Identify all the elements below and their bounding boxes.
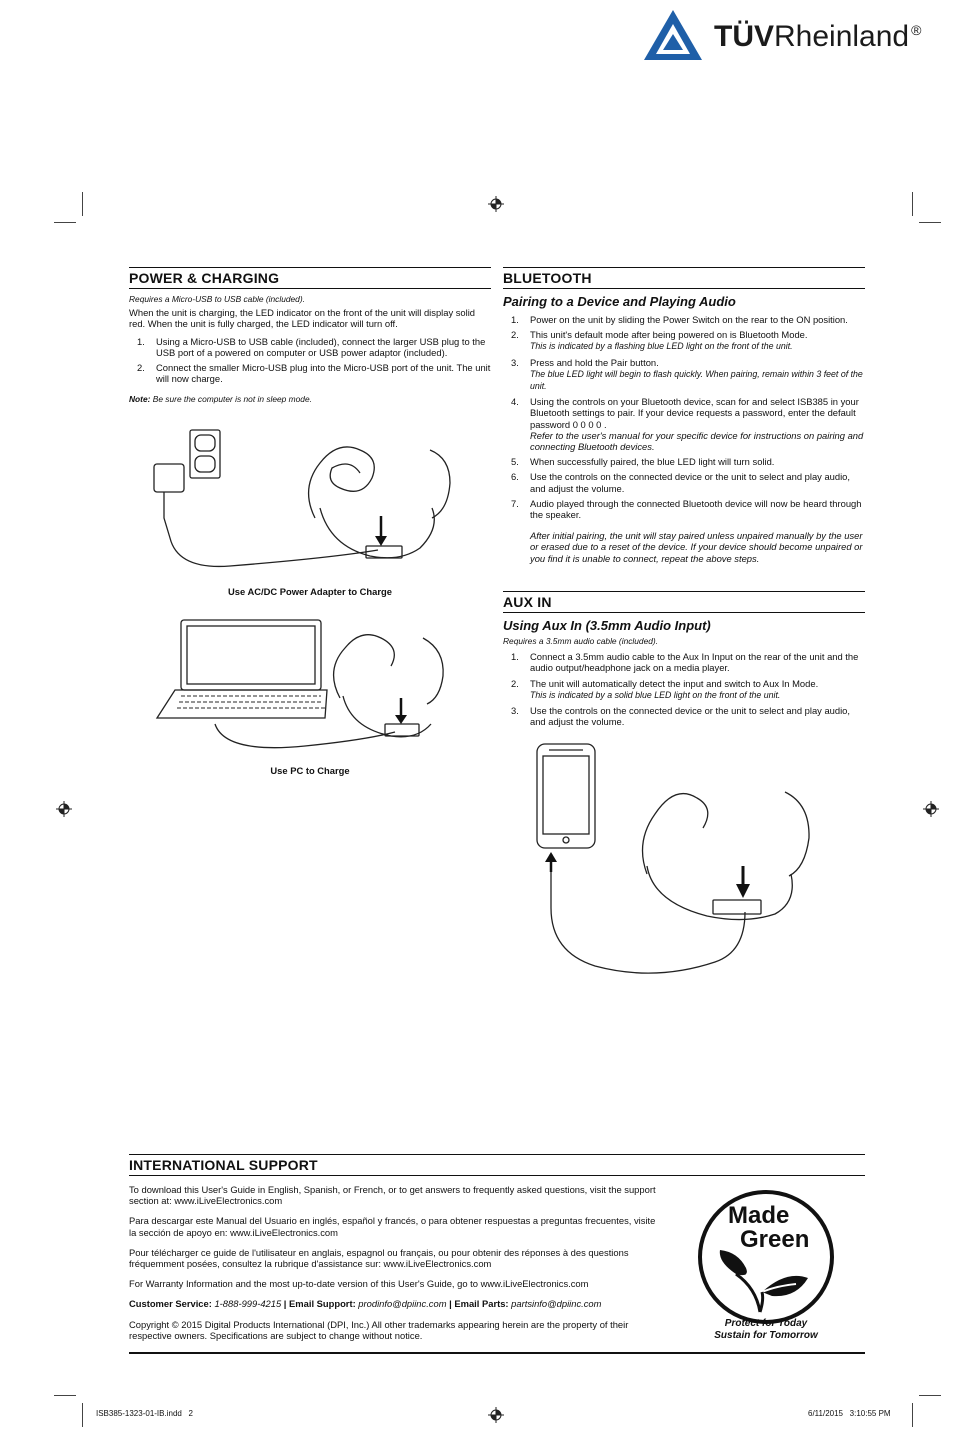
trim-mark (82, 1403, 83, 1427)
intro-text: When the unit is charging, the LED indicator on the front of the unit will display solid red. When the unit is fully charged, the LED indicator will turn off. (129, 307, 476, 330)
email-support-label: Email Support: (289, 1298, 356, 1310)
step-text: Using the controls on your Bluetooth device, scan for and select ISB385 in your Bluetooth settings to pair. If your device requests a password, enter the default password 0 0 0 0 . (530, 396, 859, 430)
customer-service-label: Customer Service: (129, 1298, 212, 1310)
leaf-icon (716, 1248, 810, 1314)
trim-mark (54, 1395, 76, 1396)
step-item: 2. This unit's default mode after being powered on is Bluetooth Mode. This is indicated by a flashing blue LED light on the front of the unit. (511, 329, 808, 352)
step-item: 3. Press and hold the Pair button. The blue LED light will begin to flash quickly. When pairing, remain within 3 feet of the unit. (511, 356, 863, 392)
step-item: 1. Connect a 3.5mm audio cable to the Aux In Input on the rear of the unit and the audio output/headphone jack on a media player. (511, 651, 859, 674)
tuv-logo (642, 8, 952, 66)
date-slug: 6/11/2015 3:10:55 PM (808, 1409, 891, 1418)
aux-section (503, 591, 865, 731)
trim-mark (912, 192, 913, 216)
steps-list (503, 314, 865, 520)
step-text: Audio played through the connected Bluetooth device will now be heard through the speaker. (530, 497, 862, 521)
ac-charging-illustration (150, 428, 470, 578)
step-note: This is indicated by a flashing blue LED light on the front of the unit. (530, 341, 793, 352)
trim-mark (919, 222, 941, 223)
email-parts-link[interactable]: partsinfo@dpiinc.com (508, 1298, 602, 1310)
email-support-link[interactable]: prodinfo@dpiinc.com (355, 1298, 450, 1310)
made-green-line1: Made (728, 1202, 790, 1229)
section-title: POWER & CHARGING (129, 267, 491, 289)
bluetooth-section (503, 267, 865, 564)
customer-service-phone: 1-888-999-4215 (211, 1298, 284, 1310)
made-green-tagline2: Sustain for Tomorrow (714, 1330, 818, 1341)
registration-mark-icon (923, 801, 939, 817)
step-item: 5. When successfully paired, the blue LED light will turn solid. (511, 456, 775, 468)
power-section (129, 267, 491, 406)
bottom-rule (129, 1352, 865, 1354)
illustration-caption: Use PC to Charge (270, 765, 350, 776)
separator: | (449, 1298, 452, 1310)
trim-mark (919, 1395, 941, 1396)
section-subtitle: Pairing to a Device and Playing Audio (503, 294, 736, 309)
step-text: This unit's default mode after being powered on is Bluetooth Mode. (530, 329, 808, 341)
trim-mark (54, 222, 76, 223)
step-item: 7. Audio played through the connected Bluetooth device will now be heard through the speaker. (511, 497, 862, 521)
trim-mark (912, 1403, 913, 1427)
step-text: When successfully paired, the blue LED light will turn solid. (530, 456, 775, 468)
email-parts-label: Email Parts: (454, 1298, 509, 1310)
step-text: Power on the unit by sliding the Power Switch on the rear to the ON position. (530, 314, 848, 325)
trim-mark (82, 192, 83, 216)
step-note: The blue LED light will begin to flash quickly. When pairing, remain within 3 feet of the unit. (530, 368, 863, 392)
section-title: AUX IN (503, 591, 865, 613)
pc-charging-illustration (155, 618, 470, 758)
after-pairing-note: After initial pairing, the unit will stay paired unless unpaired manually by the user or erased due to a reset of the device. If your device should become unpaired or you find it is unable to connect, repeat the above steps. (530, 530, 863, 564)
step-item: 3. Use the controls on the connected device or the unit to select and play audio, and adjust the volume. (511, 705, 850, 728)
section-title: BLUETOOTH (503, 267, 865, 289)
step-text: Using a Micro-USB to USB cable (included), connect the larger USB plug to the USB port of a powered on computer or USB power adaptor (included). (156, 335, 486, 358)
contact-line (129, 1298, 659, 1309)
section-title: INTERNATIONAL SUPPORT (129, 1154, 865, 1176)
step-item: 2. The unit will automatically detect the input and switch to Aux In Mode. This is indicated by a solid blue LED light on the front of the unit. (511, 677, 819, 700)
steps-list (129, 336, 491, 385)
file-slug: ISB385-1323-01-IB.indd 2 (96, 1409, 193, 1418)
separator: | (283, 1298, 287, 1310)
step-text: Connect the smaller Micro-USB plug into the Micro-USB port of the unit. The unit will now charge. (156, 362, 491, 385)
brand-name: Rheinland (774, 20, 910, 53)
support-text-en: To download this User's Guide in English, Spanish, or French, or to get answers to frequently asked questions, visit the support section at: www.iLiveElectronics.com (129, 1184, 656, 1207)
aux-connection-illustration (535, 742, 840, 977)
made-green-logo (698, 1190, 834, 1346)
support-text-fr: Pour télécharger ce guide de l'utilisateur en anglais, espagnol ou français, ou pour obtenir des réponses à des questions fréquemment posées, consultez la rubrique d'assistance sur: www.iLiveElectronics.com (129, 1246, 629, 1270)
made-green-tagline1: Protect for Today (724, 1318, 808, 1329)
step-item: 1. Using a Micro-USB to USB cable (included), connect the larger USB plug to the USB port of a powered on computer or USB power adaptor (included). (137, 335, 486, 358)
tuv-triangle-icon (642, 8, 704, 62)
note-text: Be sure the computer is not in sleep mode. (150, 394, 312, 405)
step-item: 6. Use the controls on the connected device or the unit to select and play audio, and adjust the volume. (511, 471, 850, 494)
note (129, 394, 491, 405)
step-note: Refer to the user's manual for your specific device for instructions on pairing and connecting Bluetooth devices. (530, 429, 864, 453)
step-item: 2. Connect the smaller Micro-USB plug into the Micro-USB port of the unit. The unit will now charge. (137, 362, 491, 385)
steps-list (503, 651, 865, 727)
step-note: This is indicated by a solid blue LED light on the front of the unit. (530, 689, 781, 700)
step-text: Press and hold the Pair button. (530, 356, 659, 368)
copyright-text: Copyright © 2015 Digital Products International (DPI, Inc.) All other trademarks appearing herein are the property of their respective owners. Specifications are subject to change without notice. (129, 1318, 629, 1341)
requirement-note: Requires a 3.5mm audio cable (included). (503, 636, 659, 646)
step-text: Connect a 3.5mm audio cable to the Aux In Input on the rear of the unit and the audio output/headphone jack on a media player. (530, 651, 859, 674)
step-item: 1. Power on the unit by sliding the Power Switch on the rear to the ON position. (511, 314, 848, 325)
requirement-note: Requires a Micro-USB to USB cable (included). (129, 294, 305, 304)
warranty-text: For Warranty Information and the most up-to-date version of this User's Guide, go to www.iLiveElectronics.com (129, 1278, 589, 1290)
registration-mark-icon (56, 801, 72, 817)
step-text: Use the controls on the connected device or the unit to select and play audio, and adjust the volume. (530, 471, 850, 494)
registration-mark-icon (488, 1407, 504, 1423)
registration-mark-icon (488, 196, 504, 212)
section-subtitle: Using Aux In (3.5mm Audio Input) (503, 618, 711, 633)
note-label: Note: (129, 394, 151, 405)
made-green-line2: Green (740, 1226, 810, 1253)
illustration-caption: Use AC/DC Power Adapter to Charge (228, 586, 392, 597)
brand-registered: ® (911, 22, 922, 38)
brand-name-bold: TÜV (714, 20, 774, 53)
support-text-es: Para descargar este Manual del Usuario en inglés, español y francés, o para obtener respuestas a preguntas frecuentes, visite la sección de apoyo en: www.iLiveElectronics.com (129, 1215, 656, 1238)
step-text: Use the controls on the connected device or the unit to select and play audio, and adjust the volume. (530, 705, 850, 728)
step-text: The unit will automatically detect the input and switch to Aux In Mode. (530, 677, 819, 689)
step-item: 4. Using the controls on your Bluetooth device, scan for and select ISB385 in your Bluetooth settings to pair. If your device requests a password, enter the default password 0 0 0 0 . Refer to the user's manual for your specific device for instructions on pairing and connecting Bluetooth devices. (511, 396, 864, 453)
